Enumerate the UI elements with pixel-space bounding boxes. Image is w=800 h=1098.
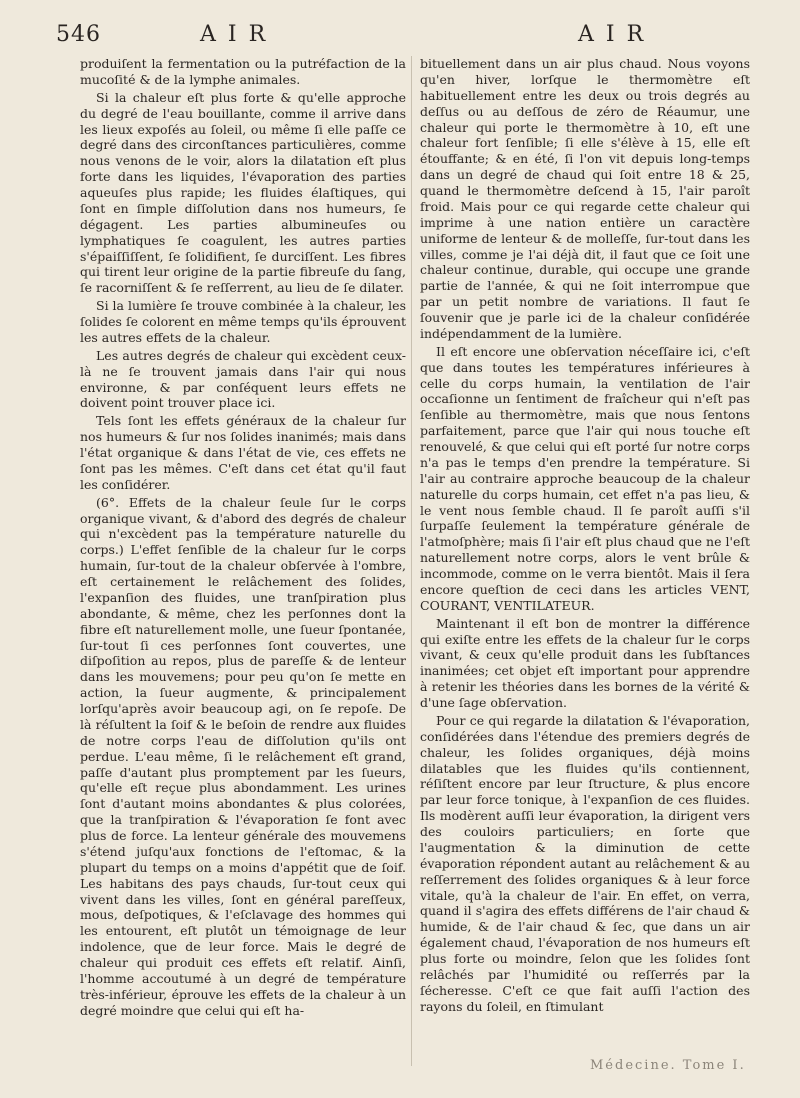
left-column <box>80 56 406 1021</box>
paragraph: Les autres degrés de chaleur qui excèdent ceux-là ne ſe trouvent jamais dans l'air qui nous environne, & par conſéquent leurs effets ne doivent point trouver place ici. <box>80 347 406 411</box>
right-column <box>420 56 750 1017</box>
paragraph: (6°. Effets de la chaleur ſeule ſur le corps organique vivant, & d'abord des degrés de chaleur qui n'excèdent pas la température naturelle du corps.) L'effet ſenſible de la chaleur ſur le corps humain, ſur-tout de la chaleur obſervée à l'ombre, eſt certainement le relâchement des ſolides, l'expanſion des fluides, une tranſpiration plus abondante, & même, chez les perſonnes dont la fibre eſt naturellement molle, une ſueur ſpontanée, ſur-tout ſi ces perſonnes ſont couvertes, une diſpoſition au repos, plus de pareſſe & de lenteur dans les mouvemens; pour peu qu'on ſe mette en action, la ſueur augmente, & principalement lorſqu'après avoir beaucoup agi, on ſe repoſe. De là réſultent la ſoif & le beſoin de rendre aux fluides de notre corps l'eau de diſſolution qu'ils ont perdue. L'eau même, ſi le relâchement eſt grand, paſſe d'autant plus promptement par les ſueurs, qu'elle eſt reçue plus abondamment. Les urines ſont d'autant moins abondantes & plus colorées, que la tranſpiration & l'évaporation ſe font avec plus de force. La lenteur générale des mouvemens s'étend juſqu'aux fonctions de l'eſtomac, & la plupart du temps on a moins d'appétit que de ſoif. Les habitans des pays chauds, ſur-tout ceux qui vivent dans les villes, ſont en général pareſſeux, mous, deſpotiques, & l'eſclavage des hommes qui les entourent, eſt plutôt un témoignage de leur indolence, que de leur force. Mais le degré de chaleur qui produit ces effets eſt relatif. Ainſi, l'homme accoutumé à un degré de température très-inférieur, éprouve les effets de la chaleur à un degré moindre que celui qui eſt ha- <box>80 494 406 1018</box>
page-footer: Médecine. Tome I. <box>590 1058 746 1073</box>
paragraph: Maintenant il eſt bon de montrer la différence qui exiſte entre les effets de la chaleur ſur le corps vivant, & ceux qu'elle produit dans les ſubſtances inanimées; cet objet eſt important pour apprendre à retenir les théories dans les bornes de la vérité & d'une ſage obſervation. <box>420 615 750 710</box>
paragraph: Pour ce qui regarde la dilatation & l'évaporation, conſidérées dans l'étendue des premiers degrés de chaleur, les ſolides organiques, déjà moins dilatables que les fluides qu'ils contiennent, réſiſtent encore par leur ſtructure, & plus encore par leur force tonique, à l'expanſion de ces fluides. Ils modèrent auſſi leur évaporation, la dirigent vers des couloirs particuliers; en ſorte que l'augmentation & la diminution de cette évaporation répondent autant au relâchement & au reſſerrement des ſolides organiques & à leur force vitale, qu'à la chaleur de l'air. En effet, on verra, quand il s'agira des effets différens de l'air chaud & humide, & de l'air chaud & ſec, que dans un air également chaud, l'évaporation de nos humeurs eſt plus forte ou moindre, ſelon que les ſolides ſont relâchés par l'humidité ou reſſerrés par la ſécheresse. C'eſt ce que fait auſſi l'action des rayons du ſoleil, en ſtimulant <box>420 712 750 1014</box>
paragraph: Il eſt encore une obſervation néceſſaire ici, c'eſt que dans toutes les températures inférieures à celle du corps humain, la ventilation de l'air occaſionne un ſentiment de fraîcheur qui n'eſt pas ſenſible au thermomètre, mais que nous ſentons parfaitement, parce que l'air qui nous touche eſt renouvelé, & que celui qui eſt porté ſur notre corps n'a pas le temps d'en prendre la température. Si l'air au contraire approche beaucoup de la chaleur naturelle du corps humain, cet effet n'a pas lieu, & le vent nous ſemble chaud. Il ſe paroît auſſi s'il ſurpaſſe ſeulement la température générale de l'atmoſphère; mais ſi l'air eſt plus chaud que ne l'eſt naturellement notre corps, alors le vent brûle & incommode, comme on le verra bientôt. Mais il ſera encore queſtion de ceci dans les articles VENT, COURANT, VENTILATEUR. <box>420 343 750 613</box>
paragraph: Tels ſont les effets généraux de la chaleur ſur nos humeurs & ſur nos ſolides inanimés; mais dans l'état organique & dans l'état de vie, ces effets ne ſont pas les mêmes. C'eſt dans cet état qu'il faut les conſidérer. <box>80 413 406 492</box>
running-head-right: AIR <box>578 22 656 47</box>
paragraph: produiſent la fermentation ou la putréfaction de la mucoſité & de la lymphe animales. <box>80 56 406 87</box>
column-divider <box>411 56 412 1066</box>
paragraph: Si la chaleur eſt plus forte & qu'elle approche du degré de l'eau bouillante, comme il arrive dans les lieux expoſés au ſoleil, ou même ſi elle paſſe ce degré dans des circonſtances particulières, comme nous venons de le voir, alors la dilatation eſt plus forte dans les liquides, l'évaporation des parties aqueuſes plus rapide; les fluides élaſtiques, qui ſont en ſimple diſſolution dans nos humeurs, ſe dégagent. Les parties albumineuſes ou lymphatiques ſe coagulent, les autres parties s'épaiſſiſſent, ſe ſolidifient, ſe durciſſent. Les fibres qui tirent leur origine de la partie fibreuſe du ſang, ſe racorniſſent & ſe reſſerrent, au lieu de ſe dilater. <box>80 89 406 296</box>
paragraph: bituellement dans un air plus chaud. Nous voyons qu'en hiver, lorſque le thermomètre eſt habituellement entre les deux ou trois degrés au deſſus ou au deſſous de zéro de Réaumur, une chaleur qui porte le thermomètre à 10, eſt une chaleur fort ſenſible; ſi elle s'élève à 15, elle eſt étouffante; & en été, ſi l'on vit depuis long-temps dans un degré de chaud qui ſoit entre 18 & 25, quand le thermomètre deſcend à 15, l'air paroît froid. Mais pour ce qui regarde cette chaleur qui imprime à une nation entière un caractère uniforme de lenteur & de molleſſe, ſur-tout dans les villes, comme je l'ai déjà dit, il faut que ce ſoit une chaleur continue, durable, qui occupe une grande partie de l'année, & qui ne ſoit interrompue que par un petit nombre de variations. Il faut ſe ſouvenir que je parle ici de la chaleur conſidérée indépendamment de la lumière. <box>420 56 750 341</box>
page-number: 546 <box>56 22 101 47</box>
paragraph: Si la lumière ſe trouve combinée à la chaleur, les ſolides ſe colorent en même temps qu'ils éprouvent les autres effets de la chaleur. <box>80 298 406 345</box>
page-header <box>0 18 800 54</box>
running-head-left: AIR <box>200 22 278 47</box>
